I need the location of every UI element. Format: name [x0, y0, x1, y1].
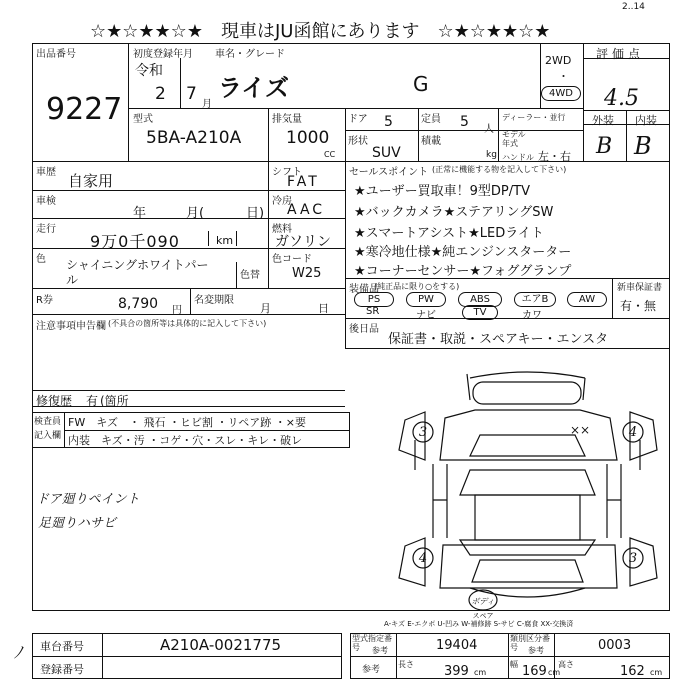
- chassis-value: A210A-0021775: [160, 636, 282, 654]
- rating-label: 評価点: [596, 47, 645, 61]
- repair-value: 有: [86, 394, 99, 408]
- after-notes-label: 後日品: [349, 324, 379, 335]
- inspection-year: 年: [133, 206, 147, 221]
- shape-value: SUV: [372, 145, 401, 161]
- after-notes-value: 保証書・取説・スペアキー・エンスタ: [388, 332, 609, 347]
- interior-label: 内装: [635, 114, 657, 127]
- aircon-value: AAC: [287, 202, 326, 218]
- drive-dot: ・: [558, 70, 569, 83]
- banner: ☆★☆★★☆★ 現車はJU函館にあります ☆★☆★★☆★: [90, 21, 551, 42]
- model-year-label: モデル年式: [502, 130, 526, 148]
- car-damage-diagram: [385, 360, 670, 622]
- warranty-label: 新車保証書: [617, 283, 663, 293]
- mark-front-left: 3: [418, 425, 428, 440]
- class-value: 0003: [598, 638, 632, 653]
- handle-value: 左・右: [538, 150, 571, 163]
- car-label: 車名・グレード: [215, 49, 285, 60]
- inspector-label: 検査員記入欄: [34, 417, 62, 441]
- inspector-row1: FW キズ ・ 飛石 ・ヒビ割 ・リペア跡 ・×要: [68, 416, 306, 429]
- displacement-label: 排気量: [272, 114, 302, 125]
- era: 令和: [135, 63, 163, 79]
- mark-front-right: 4: [628, 425, 638, 440]
- sales-point-5: ★コーナーセンサー★フォググランプ: [354, 264, 572, 279]
- inspection-label: 車検: [36, 196, 56, 207]
- chassis-label: 車台番号: [40, 640, 84, 653]
- registration-label: 登録番号: [40, 663, 84, 676]
- reg-month: 7: [186, 84, 197, 104]
- notes-label: 注意事項申告欄: [36, 321, 106, 332]
- displacement-unit: CC: [324, 150, 336, 159]
- mark-xx: ××: [569, 423, 591, 437]
- drive-2wd: 2WD: [545, 54, 572, 67]
- color-label: 色: [36, 254, 46, 265]
- color-code-label: 色コード: [272, 254, 312, 265]
- grade: G: [413, 72, 429, 96]
- equip-sr: SR: [366, 306, 380, 317]
- mileage-unit: km: [216, 234, 234, 247]
- dealer-label: ディーラー・並行: [502, 113, 566, 122]
- spare-circle-text: ボディ: [471, 597, 495, 606]
- lot-label: 出品番号: [36, 49, 76, 60]
- reg-year: 2: [155, 84, 166, 104]
- width-label: 幅: [510, 660, 518, 669]
- lot-number: 9227: [46, 92, 123, 127]
- mileage-value: 9万0千090: [90, 232, 180, 251]
- shape-label: 形状: [348, 136, 368, 147]
- equipment-sublabel: (純正品に限り○をする): [374, 282, 460, 291]
- length-label: 長さ: [398, 660, 414, 669]
- drive-4wd: 4WD: [541, 86, 581, 101]
- length-value: 399: [444, 664, 469, 679]
- interior-score: B: [634, 132, 652, 160]
- equipment-label: 装備品: [349, 284, 379, 295]
- color-code: W25: [292, 266, 322, 281]
- sales-points-sublabel: (正常に機能する物を記入して下さい): [432, 165, 567, 174]
- first-reg-label: 初度登録年月: [133, 49, 193, 60]
- height-label: 高さ: [558, 660, 574, 669]
- corner-mark: 2..14: [622, 2, 645, 12]
- type-label: 型式指定番号: [352, 634, 392, 652]
- doors-label: ドア: [348, 114, 368, 125]
- doors-value: 5: [384, 114, 393, 130]
- class-ref: 参考: [528, 646, 544, 655]
- aircon-label: 冷房: [272, 196, 292, 207]
- shift-value: FAT: [287, 174, 320, 190]
- color-value: シャイニングホワイトパール: [66, 258, 209, 287]
- exterior-label: 外装: [592, 114, 614, 127]
- margin-mark: ﾉ: [14, 643, 23, 662]
- sales-point-3: ★スマートアシスト★LEDライト: [354, 226, 544, 241]
- car-name: ライズ: [218, 74, 290, 102]
- recycle-label: R券: [36, 295, 53, 306]
- warranty-value: 有・無: [620, 299, 657, 313]
- history-label: 車歴: [36, 167, 56, 178]
- inspection-day: 日): [246, 206, 265, 221]
- load-label: 積載: [421, 136, 441, 147]
- sales-point-4: ★寒冷地仕様★純エンジンスターター: [354, 245, 572, 260]
- equip-airbag: エアB: [514, 292, 556, 307]
- load-unit: kg: [486, 150, 497, 160]
- repair-label: 修復歴: [36, 394, 73, 408]
- equip-ps: PS: [354, 292, 394, 307]
- mark-rear-right: 3: [628, 551, 638, 566]
- deadline-month: 月: [260, 302, 271, 315]
- inspector-row2: 内装 キズ・汚 ・コゲ・穴・スレ・キレ・破レ: [68, 434, 303, 447]
- capacity-unit: 人: [484, 124, 494, 135]
- equip-tv: TV: [462, 305, 498, 320]
- displacement-value: 1000: [286, 128, 330, 148]
- capacity-label: 定員: [421, 114, 441, 125]
- deadline-label: 名変期限: [194, 295, 234, 306]
- deadline-day: 日: [318, 302, 329, 315]
- model-label: 型式: [133, 114, 153, 125]
- equip-kawa: カワ: [522, 310, 542, 321]
- inspection-month: 月(: [186, 206, 205, 221]
- notes-sublabel: (不具合の箇所等は具体的に記入して下さい): [108, 319, 267, 328]
- diagram-legend: A-キズ E-エクボ U-凹み W-補修跡 S-サビ C-腐食 XX-交換済: [384, 620, 574, 628]
- sales-point-1: ★ユーザー買取車！9型DP/TV: [354, 184, 530, 199]
- class-label: 類別区分番号: [510, 634, 550, 652]
- capacity-value: 5: [460, 114, 469, 130]
- repair-bracket: (箇所: [100, 394, 129, 408]
- mileage-label: 走行: [36, 224, 56, 235]
- shift-label: シフト: [272, 167, 302, 178]
- model-value: 5BA-A210A: [146, 128, 242, 148]
- color-replace-label: 色替: [240, 270, 260, 281]
- recycle-value: 8,790: [118, 296, 159, 312]
- handwritten-note-2: 足廻りハサビ: [38, 516, 117, 531]
- fuel-value: ガソリン: [275, 234, 331, 250]
- type-value: 19404: [436, 638, 478, 653]
- equip-pw: PW: [406, 292, 446, 307]
- width-unit: cm: [548, 668, 561, 677]
- sales-points-label: セールスポイント: [349, 167, 429, 178]
- rating-score: 4.5: [604, 86, 639, 111]
- equip-aw: AW: [567, 292, 607, 307]
- height-value: 162: [620, 664, 645, 679]
- spec-ref: 参考: [362, 665, 381, 675]
- handwritten-note-1: ドア廻りペイント: [36, 492, 140, 507]
- mark-rear-left: 4: [418, 551, 428, 566]
- spare-label: スペア: [472, 612, 494, 620]
- handle-label: ハンドル: [502, 153, 534, 162]
- history-value: 自家用: [68, 172, 114, 190]
- exterior-score: B: [596, 134, 613, 159]
- equip-abs: ABS: [458, 292, 502, 307]
- width-value: 169: [522, 664, 547, 679]
- length-unit: cm: [474, 668, 487, 677]
- fuel-label: 燃料: [272, 224, 292, 235]
- height-unit: cm: [650, 668, 663, 677]
- sales-point-2: ★バックカメラ★ステアリングSW: [354, 205, 554, 220]
- recycle-unit: 円: [172, 305, 182, 316]
- type-ref: 参考: [372, 646, 388, 655]
- equip-navi: ナビ: [416, 310, 436, 321]
- reg-month-unit: 月: [202, 99, 212, 110]
